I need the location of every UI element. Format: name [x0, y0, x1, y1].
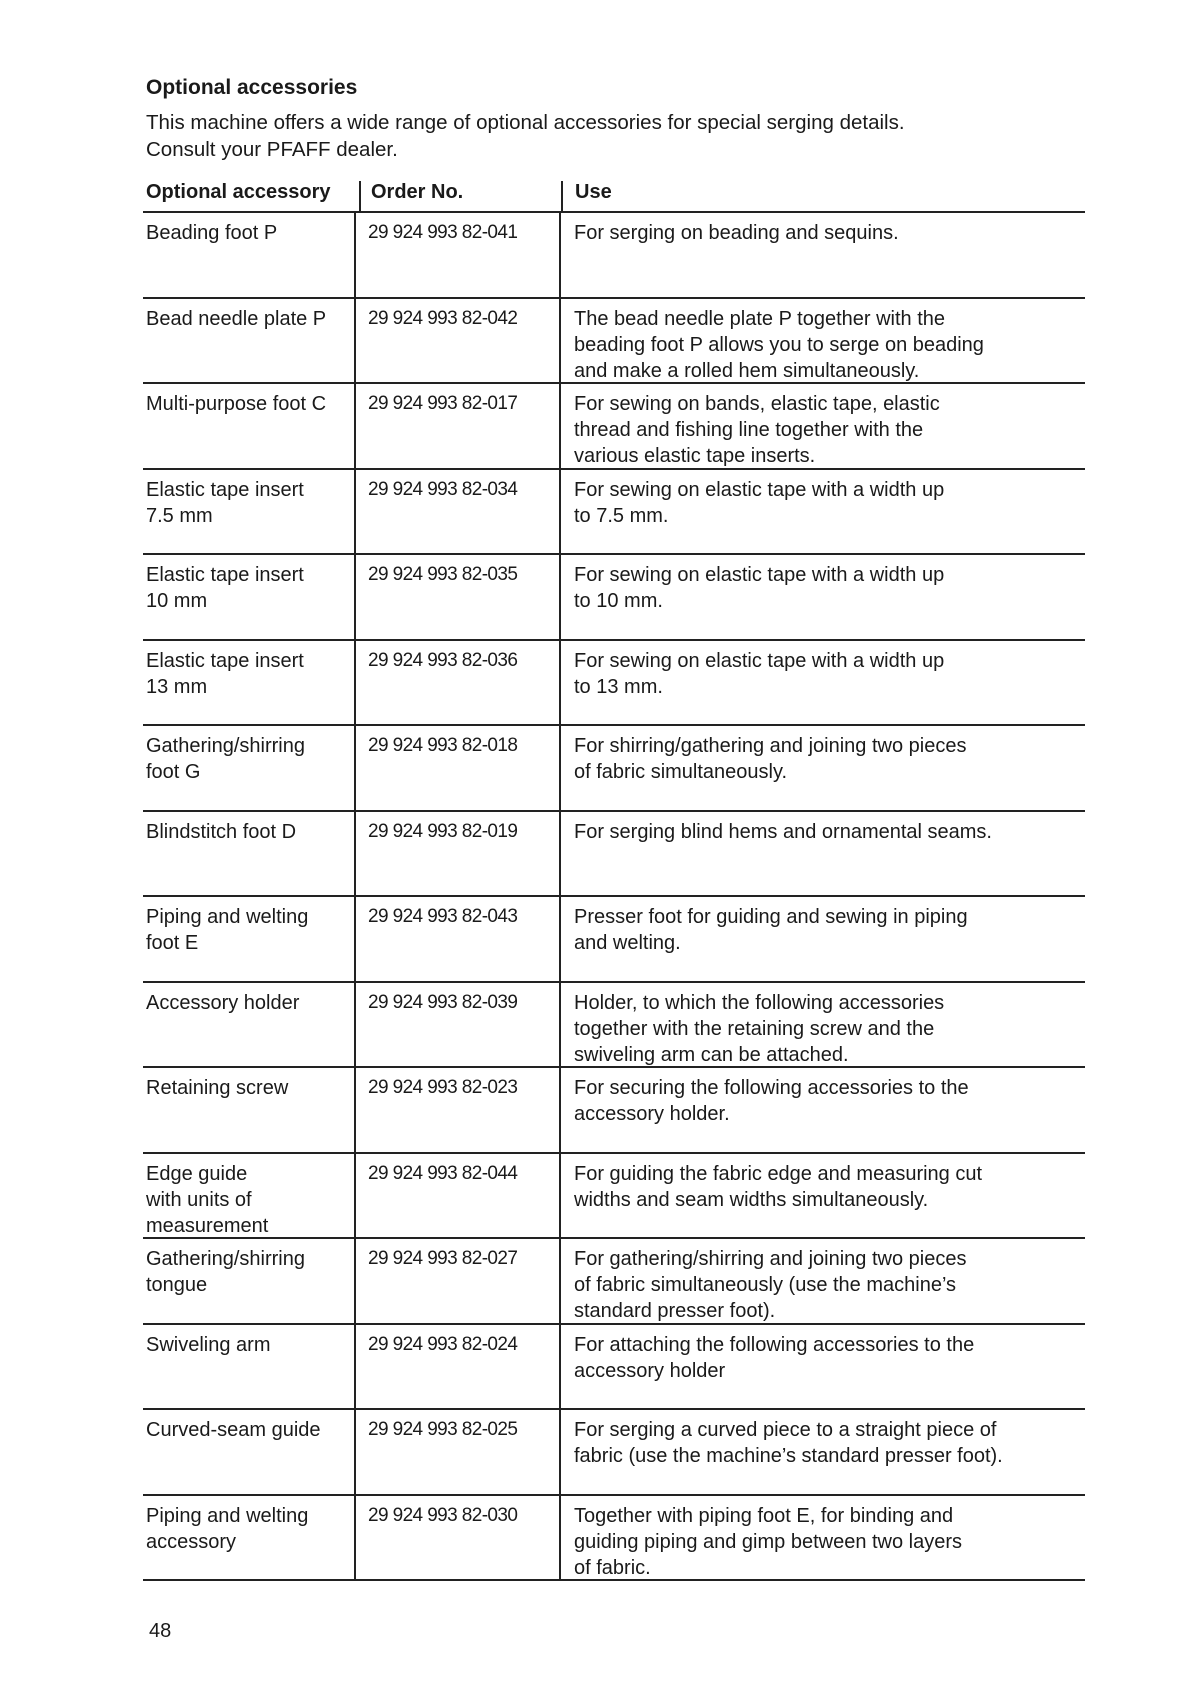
- cell-use: [561, 897, 1085, 981]
- table-row: [143, 1325, 1085, 1411]
- accessory-line: accessory: [146, 1530, 237, 1553]
- use-line: The bead needle plate P together with the: [574, 307, 946, 330]
- accessory-line: tongue: [146, 1274, 208, 1296]
- cell-accessory: [143, 1068, 356, 1152]
- cell-order-no: 29 924 993 82-042: [356, 299, 561, 383]
- accessory-line: Edge guide: [146, 1162, 248, 1185]
- cell-accessory: [143, 641, 356, 725]
- use-line: For sewing on elastic tape with a width up: [574, 564, 945, 586]
- table-row: [143, 1239, 1085, 1325]
- cell-use: [561, 812, 1085, 896]
- header-order-no: Order No.: [361, 181, 563, 211]
- use-line: various elastic tape inserts.: [574, 445, 816, 467]
- cell-use: [561, 1410, 1085, 1494]
- use-line: For sewing on bands, elastic tape, elastic: [574, 393, 940, 415]
- use-line: For attaching the following accessories to the: [574, 1333, 975, 1356]
- table-row: [143, 384, 1085, 470]
- cell-accessory: [143, 1325, 356, 1409]
- use-line: For shirring/gathering and joining two pieces: [574, 735, 967, 757]
- use-line: For guiding the fabric edge and measuring cut: [574, 1162, 983, 1185]
- cell-accessory: [143, 1496, 356, 1580]
- use-line: to 13 mm.: [574, 675, 663, 698]
- accessory-line: Retaining screw: [146, 1077, 289, 1099]
- accessory-line: 10 mm: [146, 590, 208, 612]
- accessory-line: Accessory holder: [146, 991, 300, 1014]
- accessory-line: Multi-purpose foot C: [146, 393, 327, 415]
- table-row: [143, 1410, 1085, 1496]
- cell-accessory: [143, 1154, 356, 1238]
- use-line: swiveling arm can be attached.: [574, 1043, 849, 1066]
- cell-accessory: [143, 299, 356, 383]
- cell-order-no: 29 924 993 82-030: [356, 1496, 561, 1580]
- table-row: [143, 812, 1085, 898]
- use-line: Holder, to which the following accessories: [574, 991, 945, 1014]
- cell-order-no: 29 924 993 82-044: [356, 1154, 561, 1238]
- table-row: [143, 1068, 1085, 1154]
- use-line: fabric (use the machine’s standard presser foot).: [574, 1445, 1003, 1467]
- use-line: Presser foot for guiding and sewing in piping: [574, 906, 968, 928]
- table-row: [143, 299, 1085, 385]
- cell-order-no: 29 924 993 82-023: [356, 1068, 561, 1152]
- cell-use: [561, 384, 1085, 468]
- cell-use: [561, 213, 1085, 297]
- cell-order-no: 29 924 993 82-041: [356, 213, 561, 297]
- accessory-line: Swiveling arm: [146, 1333, 271, 1356]
- header-use: Use: [575, 181, 612, 203]
- cell-order-no: 29 924 993 82-017: [356, 384, 561, 468]
- use-line: For securing the following accessories to the: [574, 1077, 969, 1099]
- cell-order-no: 29 924 993 82-025: [356, 1410, 561, 1494]
- use-line: accessory holder: [574, 1359, 726, 1382]
- cell-use: [561, 1068, 1085, 1152]
- cell-accessory: [143, 384, 356, 468]
- cell-order-no: 29 924 993 82-035: [356, 555, 561, 639]
- cell-order-no: 29 924 993 82-024: [356, 1325, 561, 1409]
- use-line: For serging blind hems and ornamental seams.: [574, 820, 992, 843]
- accessory-line: Piping and welting: [146, 906, 309, 928]
- accessory-line: 7.5 mm: [146, 504, 213, 527]
- use-line: thread and fishing line together with the: [574, 419, 924, 441]
- table-header: [143, 181, 1085, 213]
- use-line: and welting.: [574, 932, 681, 954]
- cell-order-no: 29 924 993 82-043: [356, 897, 561, 981]
- accessory-line: Beading foot P: [146, 222, 278, 244]
- accessory-line: Blindstitch foot D: [146, 820, 297, 843]
- cell-accessory: [143, 470, 356, 554]
- section-heading: Optional accessories: [146, 76, 358, 99]
- use-line: of fabric simultaneously.: [574, 761, 788, 783]
- use-line: and make a rolled hem simultaneously.: [574, 359, 920, 382]
- cell-use: [561, 726, 1085, 810]
- cell-order-no: 29 924 993 82-039: [356, 983, 561, 1067]
- accessory-line: Elastic tape insert: [146, 649, 304, 672]
- cell-accessory: [143, 726, 356, 810]
- cell-use: [561, 1496, 1085, 1580]
- cell-use: [561, 983, 1085, 1067]
- use-line: For gathering/shirring and joining two pieces: [574, 1248, 967, 1270]
- cell-order-no: 29 924 993 82-018: [356, 726, 561, 810]
- table-row: [143, 470, 1085, 556]
- accessory-line: measurement: [146, 1214, 269, 1237]
- accessory-line: Bead needle plate P: [146, 307, 327, 330]
- cell-use: [561, 299, 1085, 383]
- use-line: of fabric simultaneously (use the machine’s: [574, 1274, 957, 1296]
- cell-order-no: 29 924 993 82-019: [356, 812, 561, 896]
- cell-use: [561, 1154, 1085, 1238]
- cell-accessory: [143, 213, 356, 297]
- cell-use: [561, 1325, 1085, 1409]
- accessory-line: Gathering/shirring: [146, 735, 305, 757]
- use-line: of fabric.: [574, 1556, 651, 1579]
- table-row: [143, 1154, 1085, 1240]
- cell-order-no: 29 924 993 82-027: [356, 1239, 561, 1323]
- header-accessory: Optional accessory: [143, 181, 361, 211]
- cell-accessory: [143, 897, 356, 981]
- use-line: widths and seam widths simultaneously.: [574, 1188, 929, 1211]
- use-line: For sewing on elastic tape with a width up: [574, 649, 945, 672]
- intro-line: Consult your PFAFF dealer.: [146, 138, 398, 161]
- use-line: For serging on beading and sequins.: [574, 222, 899, 244]
- cell-use: [561, 641, 1085, 725]
- intro-line: This machine offers a wide range of optional accessories for special serging details.: [146, 111, 905, 134]
- cell-use: [561, 555, 1085, 639]
- cell-accessory: [143, 983, 356, 1067]
- accessory-line: Curved-seam guide: [146, 1419, 321, 1441]
- use-line: accessory holder.: [574, 1103, 730, 1125]
- use-line: standard presser foot).: [574, 1300, 776, 1322]
- table-row: [143, 897, 1085, 983]
- table-body: [143, 213, 1085, 1581]
- use-line: together with the retaining screw and the: [574, 1017, 935, 1040]
- table-row: [143, 1496, 1085, 1582]
- table-row: [143, 726, 1085, 812]
- use-line: For sewing on elastic tape with a width up: [574, 478, 945, 501]
- cell-accessory: [143, 555, 356, 639]
- use-line: guiding piping and gimp between two layers: [574, 1530, 963, 1553]
- use-line: beading foot P allows you to serge on beading: [574, 333, 984, 356]
- cell-accessory: [143, 812, 356, 896]
- table-row: [143, 983, 1085, 1069]
- cell-order-no: 29 924 993 82-034: [356, 470, 561, 554]
- use-line: For serging a curved piece to a straight piece of: [574, 1419, 997, 1441]
- accessory-line: Gathering/shirring: [146, 1248, 305, 1270]
- page-number: 48: [149, 1620, 172, 1642]
- cell-accessory: [143, 1410, 356, 1494]
- cell-order-no: 29 924 993 82-036: [356, 641, 561, 725]
- accessory-line: Elastic tape insert: [146, 478, 304, 501]
- use-line: to 7.5 mm.: [574, 504, 669, 527]
- accessory-line: 13 mm: [146, 675, 208, 698]
- table-row: [143, 641, 1085, 727]
- cell-accessory: [143, 1239, 356, 1323]
- cell-use: [561, 1239, 1085, 1323]
- use-line: to 10 mm.: [574, 590, 663, 612]
- accessory-line: Piping and welting: [146, 1504, 309, 1527]
- intro-paragraph: [146, 109, 1106, 163]
- accessory-line: foot G: [146, 761, 201, 783]
- accessories-table: [143, 181, 1085, 1581]
- accessory-line: Elastic tape insert: [146, 564, 304, 586]
- table-row: [143, 555, 1085, 641]
- cell-use: [561, 470, 1085, 554]
- accessory-line: with units of: [146, 1188, 252, 1211]
- accessory-line: foot E: [146, 932, 199, 954]
- use-line: Together with piping foot E, for binding and: [574, 1504, 954, 1527]
- table-row: [143, 213, 1085, 299]
